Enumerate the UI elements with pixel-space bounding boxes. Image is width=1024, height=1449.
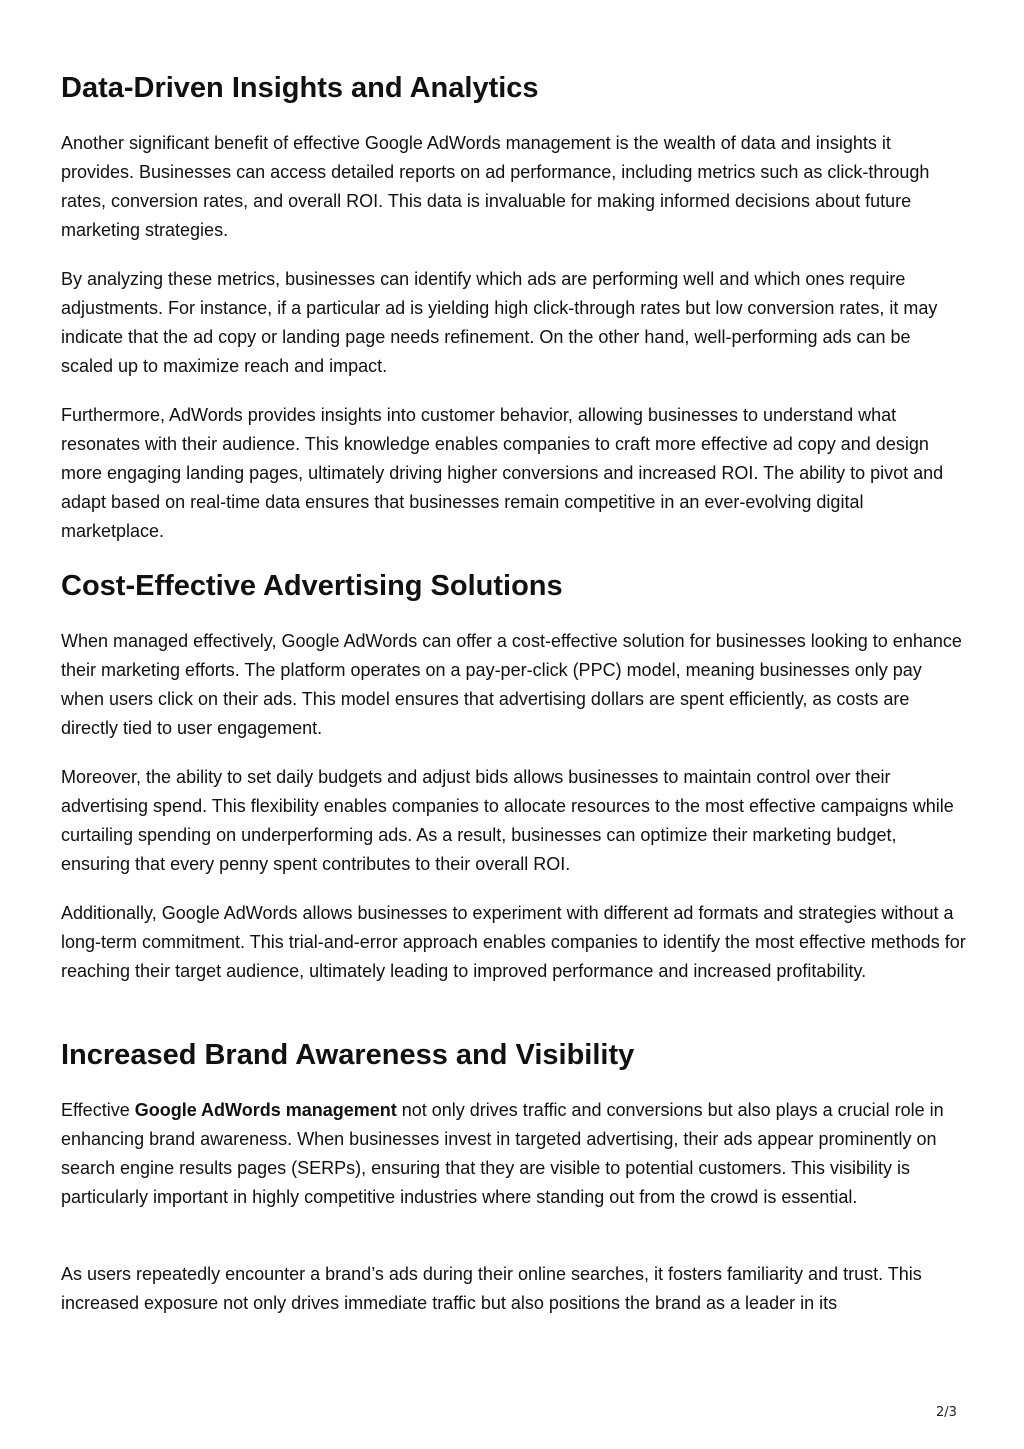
paragraph: Additionally, Google AdWords allows businesses to experiment with different ad formats and strategies without a long-term commitment. This trial-and-error approach enables companies to identify the most effective methods for reaching their target audience, ultimately leading to improved performance and increased profitability. — [61, 903, 966, 981]
section-heading-brand-awareness: Increased Brand Awareness and Visibility — [61, 1039, 635, 1071]
paragraph: Furthermore, AdWords provides insights into customer behavior, allowing businesses to understand what resonates with their audience. This knowledge enables companies to craft more effective ad copy and design more engaging landing pages, ultimately driving higher conversions and increased ROI. The ability to pivot and adapt based on real-time data ensures that businesses remain competitive in an ever-evolving digital marketplace. — [61, 405, 944, 541]
bold-phrase: Google AdWords management — [134, 1100, 397, 1120]
paragraph: Moreover, the ability to set daily budgets and adjust bids allows businesses to maintain control over their advertising spend. This flexibility enables companies to allocate resources to the most effective campaigns while curtailing spending on underperforming ads. As a result, businesses can optimize their marketing budget, ensuring that every penny spent contributes to their overall ROI. — [61, 767, 954, 874]
paragraph: By analyzing these metrics, businesses can identify which ads are performing well and which ones require adjustments. For instance, if a particular ad is yielding high click-through rates but low conversion rates, it may indicate that the ad copy or landing page needs refinement. On the other hand, well-performing ads can be scaled up to maximize reach and impact. — [61, 269, 938, 376]
section-heading-cost-effective-advertising: Cost-Effective Advertising Solutions — [61, 570, 563, 602]
paragraph-text: not only drives traffic and conversions but also plays a crucial role in enhancing brand awareness. When businesses invest in targeted advertising, their ads appear prominently on search engine results pages (SERPs), ensuring that they are visible to potential customers. This visibility is particularly important in highly competitive industries where standing out from the crowd is essential. — [61, 1100, 944, 1207]
paragraph: When managed effectively, Google AdWords can offer a cost-effective solution for businesses looking to enhance their marketing efforts. The platform operates on a pay-per-click (PPC) model, meaning businesses only pay when users click on their ads. This model ensures that advertising dollars are spent efficiently, as costs are directly tied to user engagement. — [61, 631, 962, 738]
paragraph-text: Effective — [61, 1100, 135, 1120]
paragraph — [61, 1096, 966, 1212]
section-heading-data-driven-insights: Data-Driven Insights and Analytics — [61, 72, 539, 104]
page-number: 2/3 — [936, 1405, 957, 1420]
paragraph: As users repeatedly encounter a brand’s ads during their online searches, it fosters familiarity and trust. This increased exposure not only drives immediate traffic but also positions the brand as a leader in its — [61, 1264, 922, 1313]
paragraph: Another significant benefit of effective Google AdWords management is the wealth of data and insights it provides. Businesses can access detailed reports on ad performance, including metrics such as click-through rates, conversion rates, and overall ROI. This data is invaluable for making informed decisions about future marketing strategies. — [61, 133, 930, 240]
